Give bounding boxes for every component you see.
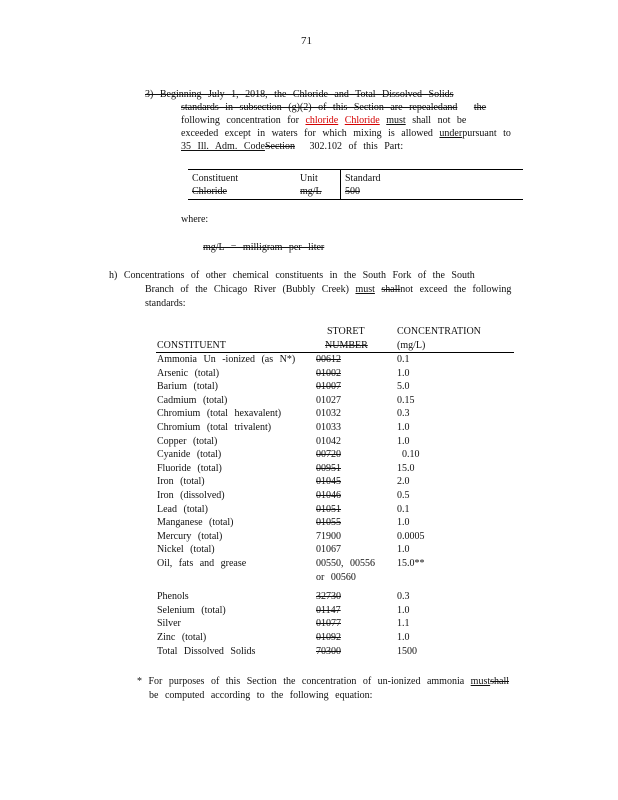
small-table-top-rule — [188, 169, 523, 170]
constituent-cell: Ammonia Un -ionized (as N*) — [157, 354, 296, 365]
concentration-cell: 1.0 — [397, 604, 410, 616]
concentration-cell: 5.0 — [397, 381, 410, 393]
constituent-cell: Copper (total) — [157, 435, 218, 447]
header-number: NUMBER — [325, 340, 368, 351]
header-storet: STORET — [327, 326, 365, 337]
small-table-header-constituent: Constituent — [192, 173, 239, 184]
storet-cell: 01077 — [316, 618, 341, 630]
adm-code-inserted: 35 Ill. Adm. Code — [181, 141, 265, 152]
concentration-cell: 1.0 — [397, 367, 410, 379]
footnote-line2: be computed according to the following equation: — [149, 690, 373, 701]
must-inserted: must — [386, 115, 406, 126]
storet-cell: 01055 — [316, 517, 341, 529]
storet-cell: 00951 — [316, 462, 341, 474]
constituent-cell: Silver — [157, 618, 181, 630]
storet-cell: 01046 — [316, 490, 341, 501]
concentration-cell: 1.0 — [397, 422, 410, 433]
constituent-cell: Nickel (total) — [157, 544, 215, 556]
item3-deleted-text-2b: and — [442, 102, 458, 113]
small-table-cell-unit: mg/L — [300, 186, 322, 197]
chloride-deleted: chloride — [305, 115, 339, 126]
storet-cell: 01007 — [316, 381, 341, 393]
small-table-divider — [340, 170, 341, 199]
constituent-cell: Cadmium (total) — [157, 394, 228, 406]
concentration-cell: 0.15 — [397, 394, 415, 406]
footnote-line1-text: * For purposes of this Section the concentration of un-ionized ammonia — [137, 676, 465, 687]
item3-line2 — [181, 102, 486, 113]
chloride-inserted: Chloride — [344, 115, 380, 126]
item-h-line2-post: not exceed the following — [400, 284, 512, 295]
concentration-cell: 0.10 — [402, 449, 420, 461]
small-table-header-unit: Unit — [300, 173, 318, 184]
item3-deleted-text-1: 3) Beginning July 1, 2018, the Chloride and Total Dissolved Solids — [145, 89, 454, 100]
storet-cell: 01051 — [316, 503, 341, 515]
constituent-cell: Iron (dissolved) — [157, 490, 225, 501]
main-table-header-rule — [156, 352, 514, 353]
header-constituent: CONSTITUENT — [157, 340, 226, 351]
storet-cell: 01027 — [316, 394, 341, 406]
constituent-cell: Iron (total) — [157, 476, 205, 488]
item3-line4-post: pursuant to — [462, 128, 511, 139]
constituent-cell: Arsenic (total) — [157, 367, 220, 379]
storet-cell: 01042 — [316, 435, 341, 447]
concentration-cell: 2.0 — [397, 476, 410, 488]
concentration-cell: 0.1 — [397, 503, 410, 515]
storet-cell: 01033 — [316, 422, 341, 433]
storet-cell: or 00560 — [316, 571, 356, 583]
storet-cell: 71900 — [316, 530, 341, 542]
concentration-cell: 1500 — [397, 645, 417, 657]
item-h-line2-text: Branch of the Chicago River (Bubbly Creek) — [145, 284, 349, 295]
unit-definition: mg/L = milligram per liter — [203, 242, 325, 253]
item3-line5 — [181, 141, 403, 152]
must-inserted-h: must — [355, 284, 375, 295]
constituent-cell: Fluoride (total) — [157, 462, 222, 474]
page-number: 71 — [301, 35, 312, 47]
shall-deleted-h: shall — [381, 284, 401, 295]
constituent-cell: Zinc (total) — [157, 632, 207, 643]
concentration-cell: 15.0** — [397, 558, 425, 569]
storet-cell: 32730 — [316, 591, 341, 603]
item3-deleted-text-2: standards in subsection (g)(2) of this Section are repealed — [181, 102, 443, 113]
constituent-cell: Total Dissolved Solids — [157, 645, 256, 657]
item3-line3 — [181, 115, 466, 126]
storet-cell: 01092 — [316, 632, 341, 643]
constituent-cell: Oil, fats and grease — [157, 558, 247, 569]
item3-line3-post: shall not be — [412, 115, 467, 126]
item3-deleted-text-2c: the — [473, 102, 487, 113]
section-deleted: Section — [264, 141, 295, 152]
small-table-cell-standard: 500 — [345, 186, 360, 197]
constituent-cell: Manganese (total) — [157, 517, 234, 529]
under-inserted: under — [439, 128, 463, 139]
footnote-line1 — [137, 676, 509, 687]
where-label: where: — [181, 214, 209, 225]
concentration-cell: 15.0 — [397, 462, 415, 474]
storet-cell: 01045 — [316, 476, 341, 488]
concentration-cell: 1.0 — [397, 544, 410, 556]
footnote-must: must — [470, 676, 491, 687]
item3-line3-text: following concentration for — [181, 115, 299, 126]
item-h-line1: h) Concentrations of other chemical constituents in the South Fork of the South — [109, 270, 475, 281]
concentration-cell: 1.1 — [397, 618, 410, 630]
concentration-cell: 0.5 — [397, 490, 410, 501]
item3-line4 — [181, 128, 511, 139]
concentration-cell: 0.3 — [397, 408, 410, 420]
constituent-cell: Phenols — [157, 591, 189, 603]
constituent-cell: Barium (total) — [157, 381, 218, 393]
concentration-cell: 1.0 — [397, 517, 410, 529]
storet-cell: 00550, 00556 — [316, 558, 375, 569]
small-table-header-standard: Standard — [345, 173, 381, 184]
concentration-cell: 0.0005 — [397, 530, 425, 542]
constituent-cell: Chromium (total trivalent) — [157, 422, 272, 433]
storet-cell: 00612 — [316, 354, 341, 365]
concentration-cell: 0.3 — [397, 591, 410, 603]
item-h-line2 — [145, 284, 511, 295]
constituent-cell: Chromium (total hexavalent) — [157, 408, 282, 420]
concentration-cell: 1.0 — [397, 632, 410, 643]
item3-line1 — [145, 89, 454, 100]
constituent-cell: Lead (total) — [157, 503, 208, 515]
small-table-bottom-rule — [188, 199, 523, 200]
item3-line4-text: exceeded except in waters for which mixing is allowed — [181, 128, 433, 139]
item3-line5-post: 302.102 of this Part: — [309, 141, 404, 152]
item-h-line3: standards: — [145, 298, 186, 309]
small-table-cell-constituent: Chloride — [192, 186, 227, 197]
storet-cell: 01032 — [316, 408, 341, 420]
constituent-cell: Mercury (total) — [157, 530, 223, 542]
concentration-cell: 1.0 — [397, 435, 410, 447]
footnote-shall: shall — [490, 676, 510, 687]
constituent-cell: Cyanide (total) — [157, 449, 222, 461]
concentration-cell: 0.1 — [397, 354, 410, 365]
storet-cell: 00720 — [316, 449, 341, 461]
storet-cell: 01067 — [316, 544, 341, 556]
constituent-cell: Selenium (total) — [157, 604, 226, 616]
header-concentration: CONCENTRATION — [397, 326, 481, 337]
storet-cell: 01147 — [316, 604, 341, 616]
storet-cell: 70300 — [316, 645, 341, 657]
storet-cell: 01002 — [316, 367, 341, 379]
header-mgl: (mg/L) — [397, 340, 426, 351]
